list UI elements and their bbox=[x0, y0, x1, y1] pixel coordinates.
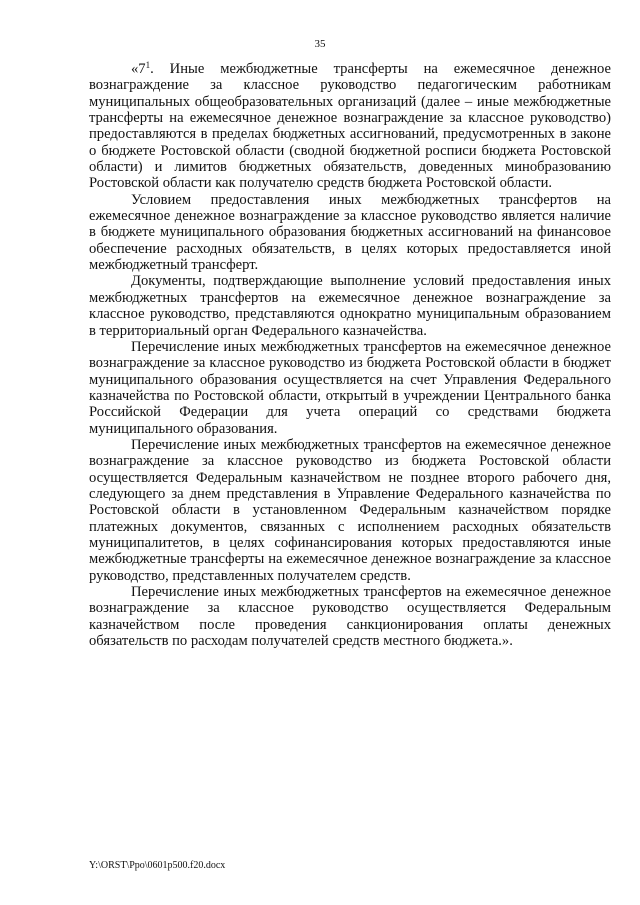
paragraph-transfer-timing: Перечисление иных межбюджетных трансфертов на ежемесячное денежное вознаграждение за классное руководство из бюджета Ростовской области осуществляется Федеральным казначейством не позднее второго рабочего дня, следующего за днем представления в Управление Федерального казначейства по Ростовской области в установленном Федеральным казначейством порядке платежных документов, связанных с исполнением расходных обязательств муниципалитетов, в целях софинансирования которых предоставляются иные межбюджетные трансферты на ежемесячное денежное вознаграждение за классное руководство, представленных получателем средств. bbox=[89, 436, 611, 584]
item-number: «7 bbox=[131, 61, 146, 77]
paragraph-condition: Условием предоставления иных межбюджетных трансфертов на ежемесячное денежное вознаграждение за классное руководство является наличие в бюджете муниципального образования бюджетных ассигнований на финансовое обеспечение расходных обязательств, в целях которых предоставляется иной межбюджетный трансферт. bbox=[89, 191, 611, 274]
paragraph-transfer-authorization: Перечисление иных межбюджетных трансфертов на ежемесячное денежное вознаграждение за классное руководство осуществляется Федеральным казначейством после проведения санкционирования оплаты денежных обязательств по расходам получателей средств местного бюджета.». bbox=[89, 584, 611, 650]
paragraph-item-7-1 bbox=[89, 61, 611, 192]
body-text bbox=[89, 61, 611, 649]
paragraph-text: . Иные межбюджетные трансферты на ежемесячное денежное вознаграждение за классное руководство педагогическим работникам муниципальных общеобразовательных организаций (далее – иные межбюджетные трансферты на ежемесячное денежное вознаграждение за классное руководство) предоставляются в пределах бюджетных ассигнований, предусмотренных в законе о бюджете Ростовской области (сводной бюджетной росписи бюджета Ростовской области) и лимитов бюджетных обязательств, доведенных минобразованию Ростовской области как получателю средств бюджета Ростовской области. bbox=[89, 61, 611, 192]
item-number-superscript: 1 bbox=[145, 60, 151, 70]
page-number: 35 bbox=[314, 38, 326, 50]
footer-file-path: Y:\ORST\Ppo\0601p500.f20.docx bbox=[89, 860, 226, 871]
paragraph-documents: Документы, подтверждающие выполнение условий предоставления иных межбюджетных трансфертов на ежемесячное денежное вознаграждение за классное руководство, представляются однократно муниципальным образованием в территориальный орган Федерального казначейства. bbox=[89, 273, 611, 339]
paragraph-transfer-account: Перечисление иных межбюджетных трансфертов на ежемесячное денежное вознаграждение за классное руководство из бюджета Ростовской области в бюджет муниципального образования осуществляется на счет Управления Федерального казначейства по Ростовской области, открытый в учреждении Центрального банка Российской Федерации для учета операций со средствами бюджета муниципального образования. bbox=[89, 338, 611, 437]
